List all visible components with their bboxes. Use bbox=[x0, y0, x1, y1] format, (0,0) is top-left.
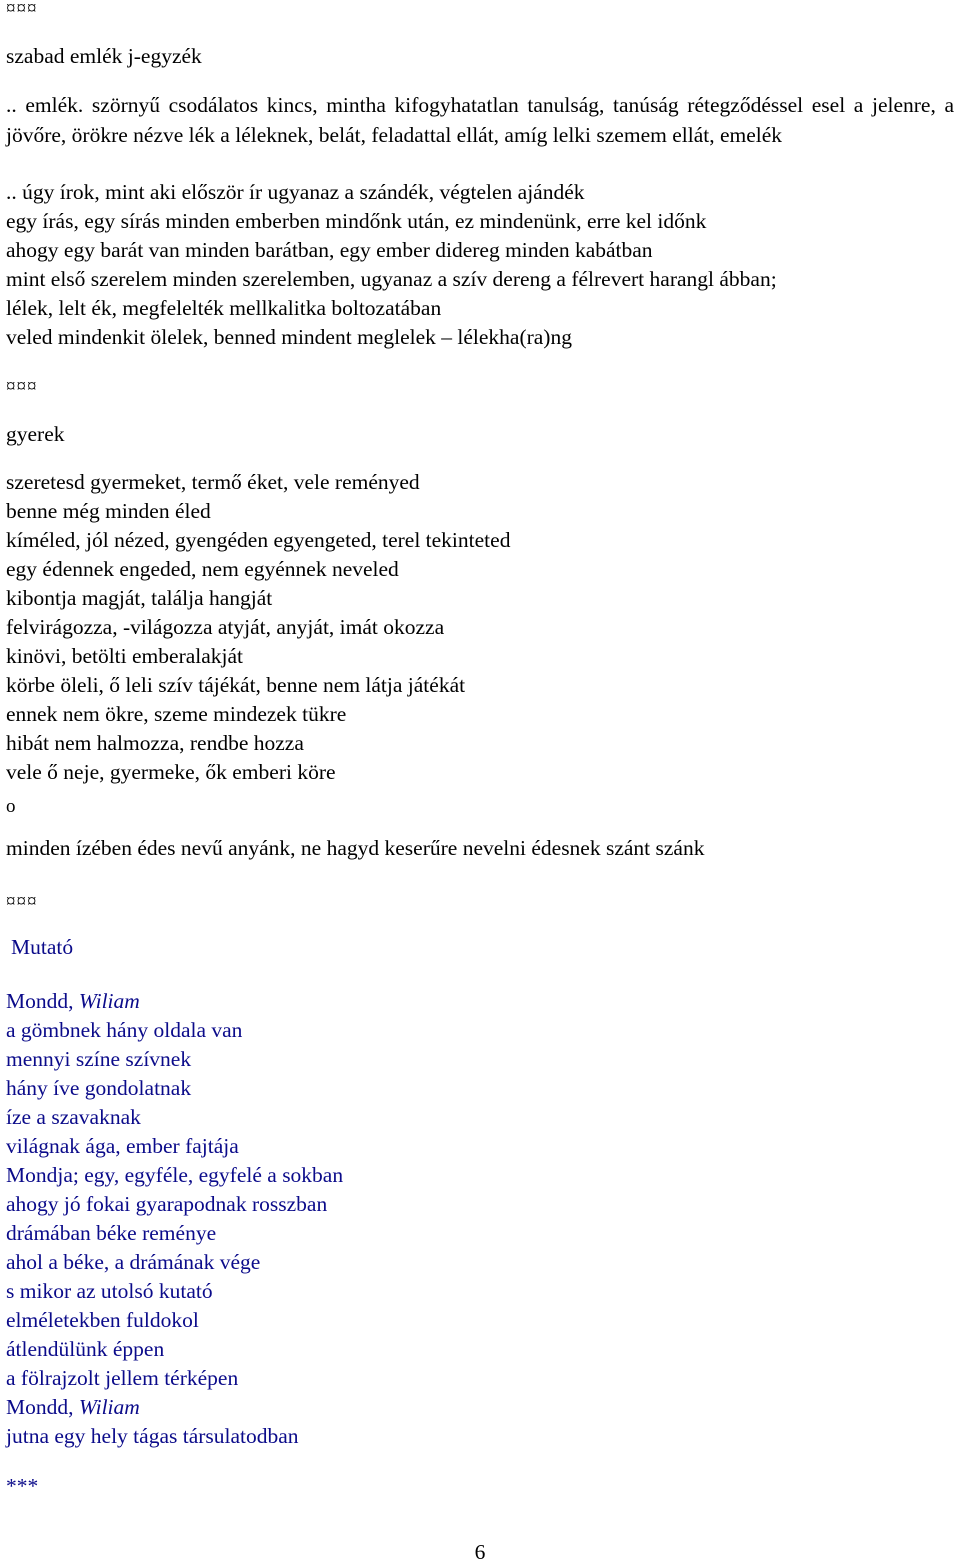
intro-paragraph: .. emlék. szörnyű csodálatos kincs, mintha kifogyhatatlan tanulság, tanúság rétegződéssel esel a jelenre, a jövőre, örökre nézve lék a léleknek, belát, feladattal ellát, amíg lelki szemem ellát, emelék bbox=[6, 93, 954, 147]
poem-line: vele ő neje, gyermeke, ők emberi köre bbox=[6, 760, 336, 784]
wiliam-name: Wiliam bbox=[78, 1395, 140, 1419]
poem-line: hány íve gondolatnak bbox=[6, 1076, 192, 1100]
closing-line: minden ízében édes nevű anyánk, ne hagyd keserűre nevelni édesnek szánt szánk bbox=[6, 836, 705, 860]
separator-2: ¤¤¤ bbox=[6, 376, 38, 397]
poem-line: ahol a béke, a drámának vége bbox=[6, 1250, 261, 1274]
poem-line-mondd bbox=[6, 987, 954, 1016]
poem-line: kíméled, jól nézed, gyengéden egyengeted, terel tekinteted bbox=[6, 528, 511, 552]
mondd-prefix: Mondd, bbox=[6, 989, 79, 1013]
poem-line: felvirágozza, -világozza atyját, anyját, imát okozza bbox=[6, 615, 445, 639]
poem-line: szeretesd gyermeket, termő éket, vele reményed bbox=[6, 470, 420, 494]
poem-line: lélek, lelt ék, megfelelték mellkalitka boltozatában bbox=[6, 296, 442, 320]
section2-lines bbox=[6, 468, 954, 787]
poem-line: drámában béke reménye bbox=[6, 1221, 217, 1245]
poem-line: kinövi, betölti emberalakját bbox=[6, 644, 244, 668]
poem-line: egy édennek engeded, nem egyénnek neveled bbox=[6, 557, 399, 581]
poem-line: átlendülünk éppen bbox=[6, 1337, 165, 1361]
poem-line: kibontja magját, találja hangját bbox=[6, 586, 273, 610]
section-title-gyerek: gyerek bbox=[6, 422, 65, 446]
section1-lines bbox=[6, 178, 954, 352]
poem-line: Mondja; egy, egyféle, egyfelé a sokban bbox=[6, 1163, 344, 1187]
poem-line: körbe öleli, ő leli szív tájékát, benne nem látja játékát bbox=[6, 673, 466, 697]
poem-line: hibát nem halmozza, rendbe hozza bbox=[6, 731, 304, 755]
wiliam-name: Wiliam bbox=[78, 989, 140, 1013]
poem-line: .. úgy írok, mint aki először ír ugyanaz a szándék, végtelen ajándék bbox=[6, 180, 585, 204]
poem-line: mennyi színe szívnek bbox=[6, 1047, 192, 1071]
poem-line: s mikor az utolsó kutató bbox=[6, 1279, 213, 1303]
mondd-prefix: Mondd, bbox=[6, 1395, 79, 1419]
poem-line: világnak ága, ember fajtája bbox=[6, 1134, 239, 1158]
section3-lines bbox=[6, 987, 954, 1451]
section-title-szabad-emlek: szabad emlék j-egyzék bbox=[6, 44, 202, 68]
stars-separator: *** bbox=[6, 1474, 39, 1498]
poem-line-mondd bbox=[6, 1393, 954, 1422]
separator-top: ¤¤¤ bbox=[6, 0, 38, 19]
poem-line: jutna egy hely tágas társulatodban bbox=[6, 1424, 299, 1448]
poem-line: elméletekben fuldokol bbox=[6, 1308, 199, 1332]
poem-line: mint első szerelem minden szerelemben, ugyanaz a szív dereng a félrevert harangl ábban; bbox=[6, 267, 777, 291]
poem-line: íze a szavaknak bbox=[6, 1105, 141, 1129]
separator-3: ¤¤¤ bbox=[6, 891, 38, 912]
page-number: 6 bbox=[474, 1540, 486, 1564]
poem-line: ahogy egy barát van minden barátban, egy ember didereg minden kabátban bbox=[6, 238, 653, 262]
poem-line: ennek nem ökre, szeme mindezek tükre bbox=[6, 702, 347, 726]
poem-line: ahogy jó fokai gyarapodnak rosszban bbox=[6, 1192, 328, 1216]
section-title-mutato: Mutató bbox=[11, 935, 74, 959]
poem-line: veled mindenkit ölelek, benned mindent meglelek – lélekha(ra)ng bbox=[6, 325, 572, 349]
poem-line: a gömbnek hány oldala van bbox=[6, 1018, 243, 1042]
poem-line: benne még minden éled bbox=[6, 499, 211, 523]
poem-line: egy írás, egy sírás minden emberben mindőnk után, ez mindenünk, erre kel időnk bbox=[6, 209, 707, 233]
small-separator: o bbox=[6, 796, 16, 817]
poem-line: a fölrajzolt jellem térképen bbox=[6, 1366, 239, 1390]
